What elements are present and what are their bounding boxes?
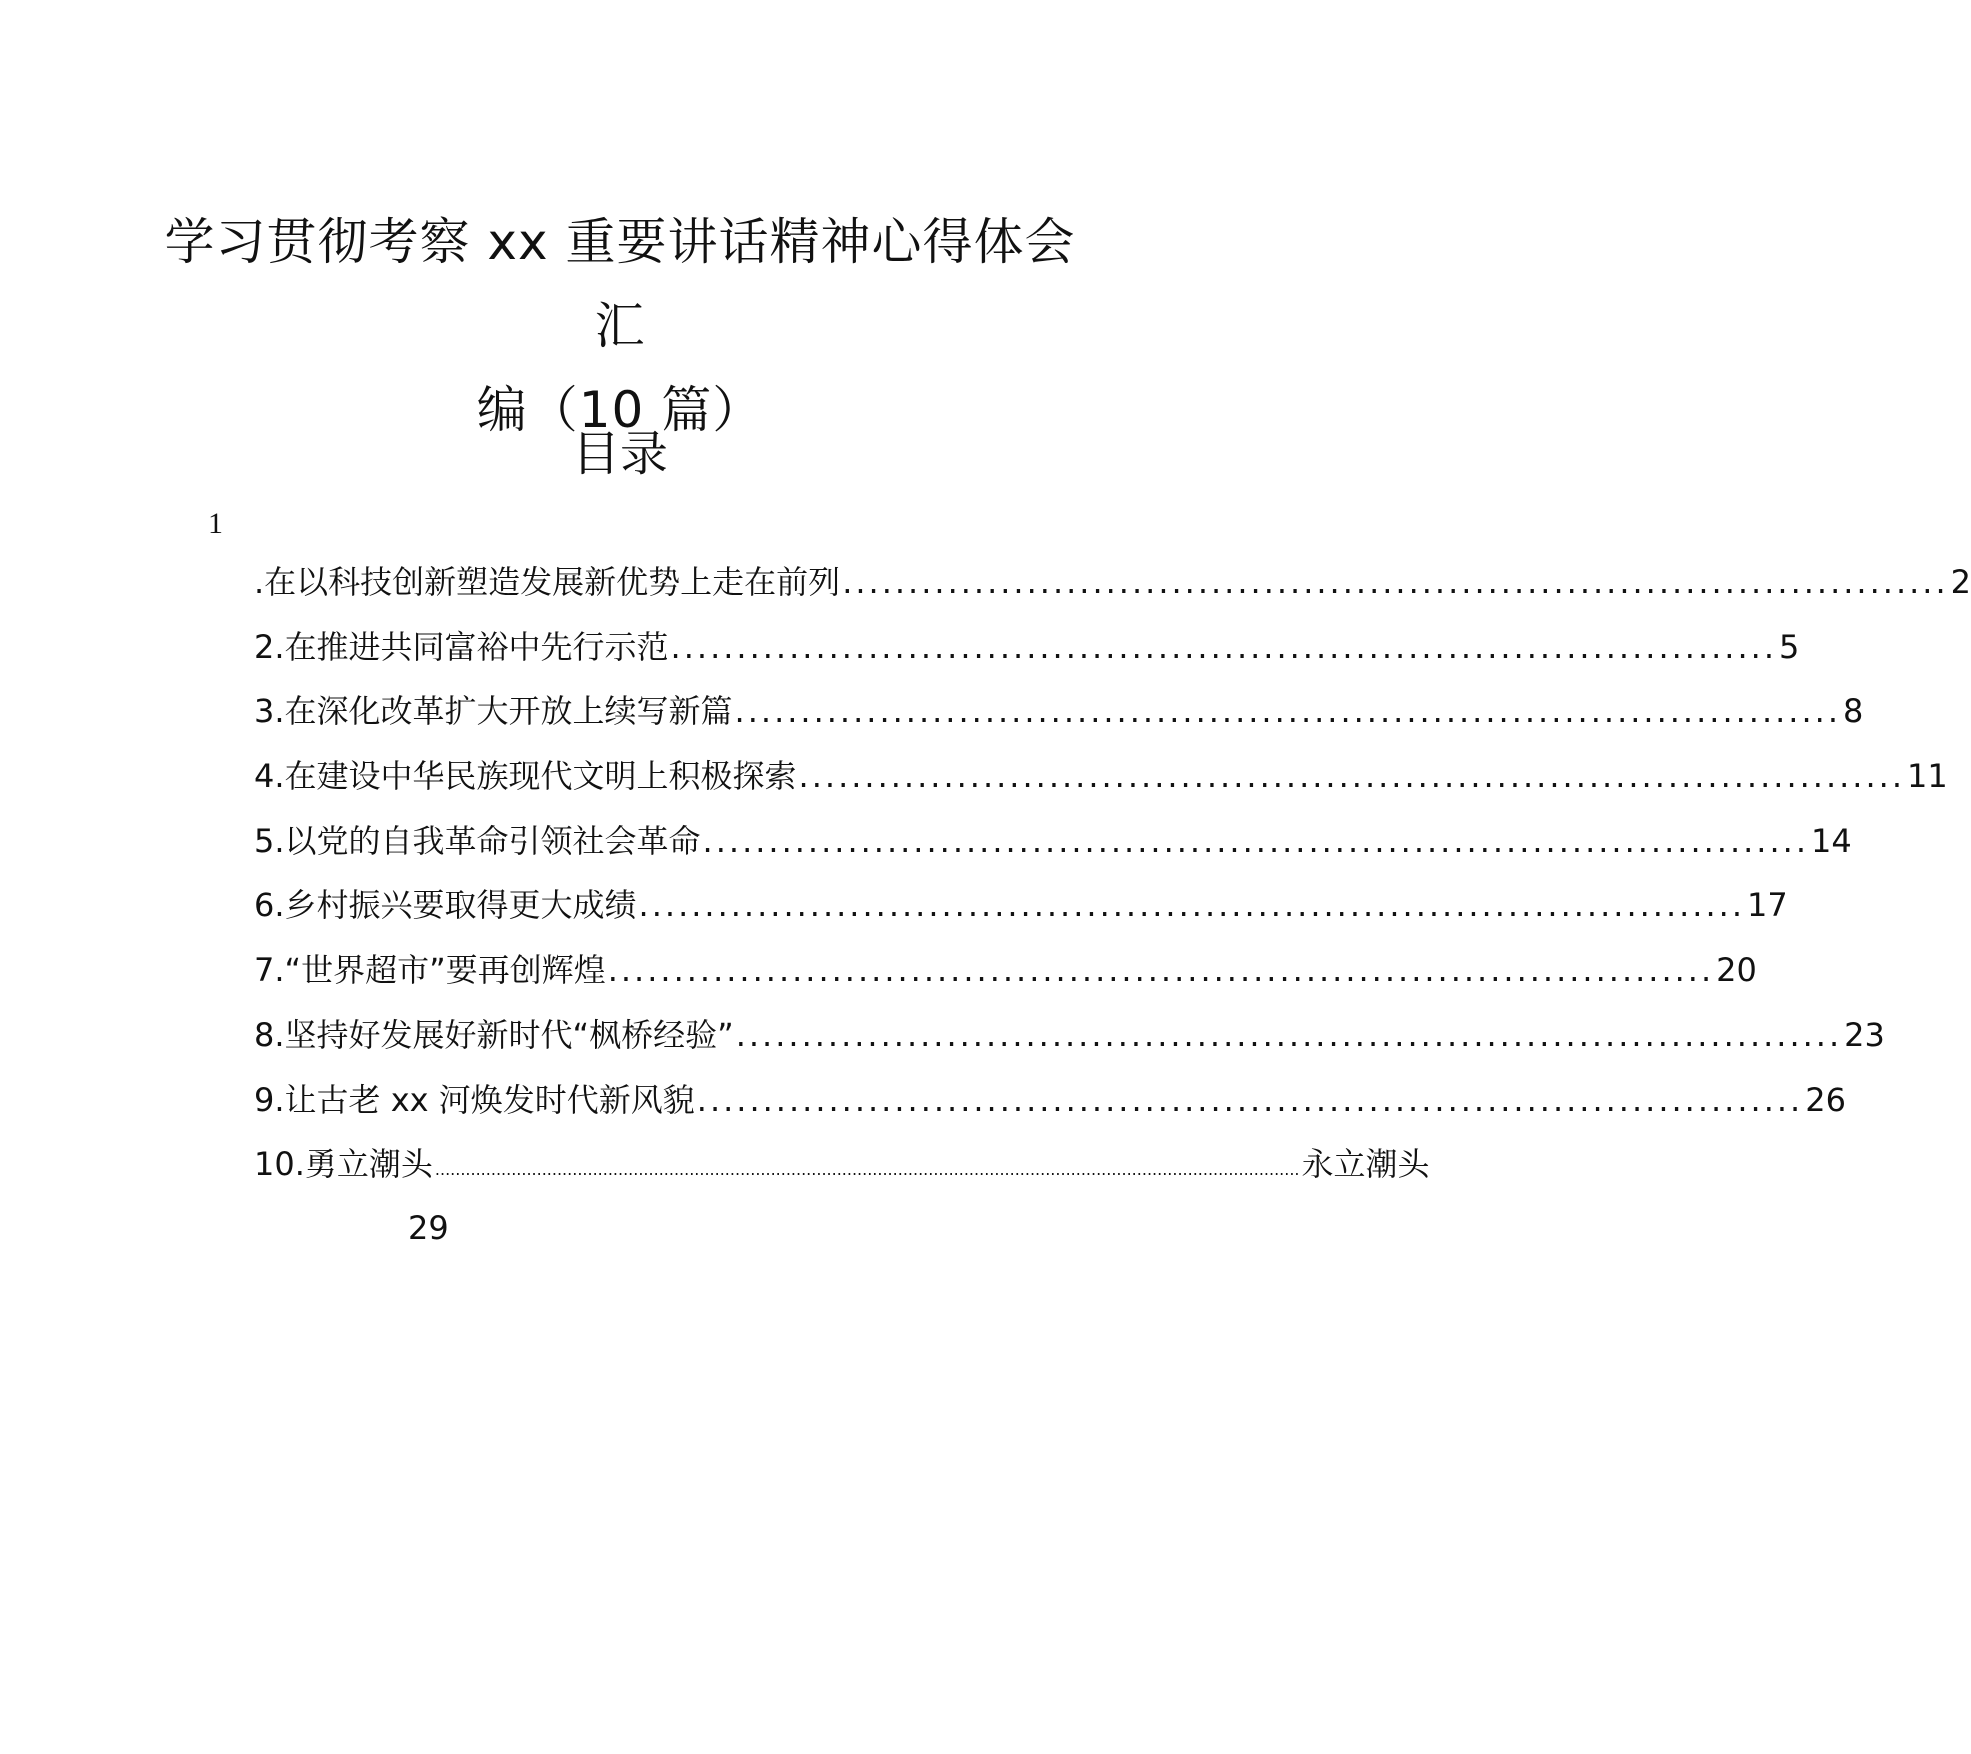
toc-entry-title: 8.坚持好发展好新时代“枫桥经验”	[254, 1015, 734, 1054]
toc-leader-dots: ....................................................................................	[735, 1015, 1843, 1054]
toc-leader-dots: ....................................................................................	[842, 563, 1949, 601]
document-title	[150, 200, 1090, 452]
toc-entry-title: 10.勇立潮头	[254, 1145, 433, 1184]
toc-entry[interactable]	[254, 883, 1788, 948]
toc-entry-title: 6.乡村振兴要取得更大成绩	[254, 886, 637, 925]
toc-leader-dots: ....................................................................................	[670, 627, 1777, 666]
toc-entry-title: .在以科技创新塑造发展新优势上走在前列	[254, 563, 841, 601]
toc-heading: 目录	[571, 426, 668, 482]
toc-entry-title: 3.在深化改革扩大开放上续写新篇	[254, 692, 733, 731]
toc-entry[interactable]	[254, 819, 1852, 884]
toc-entry-page: 23	[1844, 1015, 1885, 1054]
toc-list	[254, 560, 1971, 1207]
toc-leader-dots: ....................................................................................	[798, 757, 1905, 796]
toc-entry-title: 5.以党的自我革命引领社会革命	[254, 821, 701, 860]
toc-entry-title: 9.让古老 xx 河焕发时代新风貌	[254, 1080, 695, 1119]
toc-leader-dots: ....................................................................................	[734, 692, 1841, 731]
toc-entry[interactable]	[254, 948, 1757, 1013]
document-title-line-1: 学习贯彻考察 xx 重要讲话精神心得体会汇	[164, 213, 1076, 355]
toc-entry-title: 2.在推进共同富裕中先行示范	[254, 627, 669, 666]
toc-entry-page: 20	[1716, 951, 1757, 990]
toc-entry[interactable]	[254, 689, 1864, 754]
toc-entry-page: 17	[1746, 886, 1788, 925]
toc-entry-title-continuation: 永立潮头	[1301, 1145, 1430, 1184]
toc-entry-page: 2	[1950, 563, 1971, 601]
toc-entry-page: 11	[1906, 757, 1948, 796]
toc-leader-dots: ....................................................................................	[607, 951, 1715, 990]
toc-entry-page: 26	[1805, 1080, 1846, 1119]
toc-leader-dots: ....................................................................................	[702, 821, 1809, 860]
toc-leader-dots: ....................................................................................	[696, 1080, 1804, 1119]
toc-entry[interactable]	[254, 1078, 1846, 1143]
toc-entry[interactable]	[254, 1013, 1885, 1078]
toc-entry-last[interactable]	[254, 1142, 1430, 1207]
toc-entry-page: 14	[1810, 821, 1852, 860]
toc-entry-page: 8	[1842, 692, 1864, 731]
document-title-line-2: 编（10 篇）	[476, 381, 764, 439]
toc-entry[interactable]	[254, 560, 1971, 625]
toc-entry[interactable]	[254, 625, 1800, 690]
toc-entry-page: 5	[1778, 627, 1800, 666]
toc-entry-title: 4.在建设中华民族现代文明上积极探索	[254, 757, 797, 796]
toc-leader-dots: ....................................................................................	[638, 886, 1745, 925]
toc-leader-dots: ..........................................................................................................................................................................	[434, 1160, 1300, 1180]
stray-number: 1	[208, 507, 223, 540]
toc-entry[interactable]	[254, 754, 1948, 819]
toc-entry-page-wrapped[interactable]: 29	[408, 1209, 449, 1247]
toc-entry-title: 7.“世界超市”要再创辉煌	[254, 951, 606, 990]
